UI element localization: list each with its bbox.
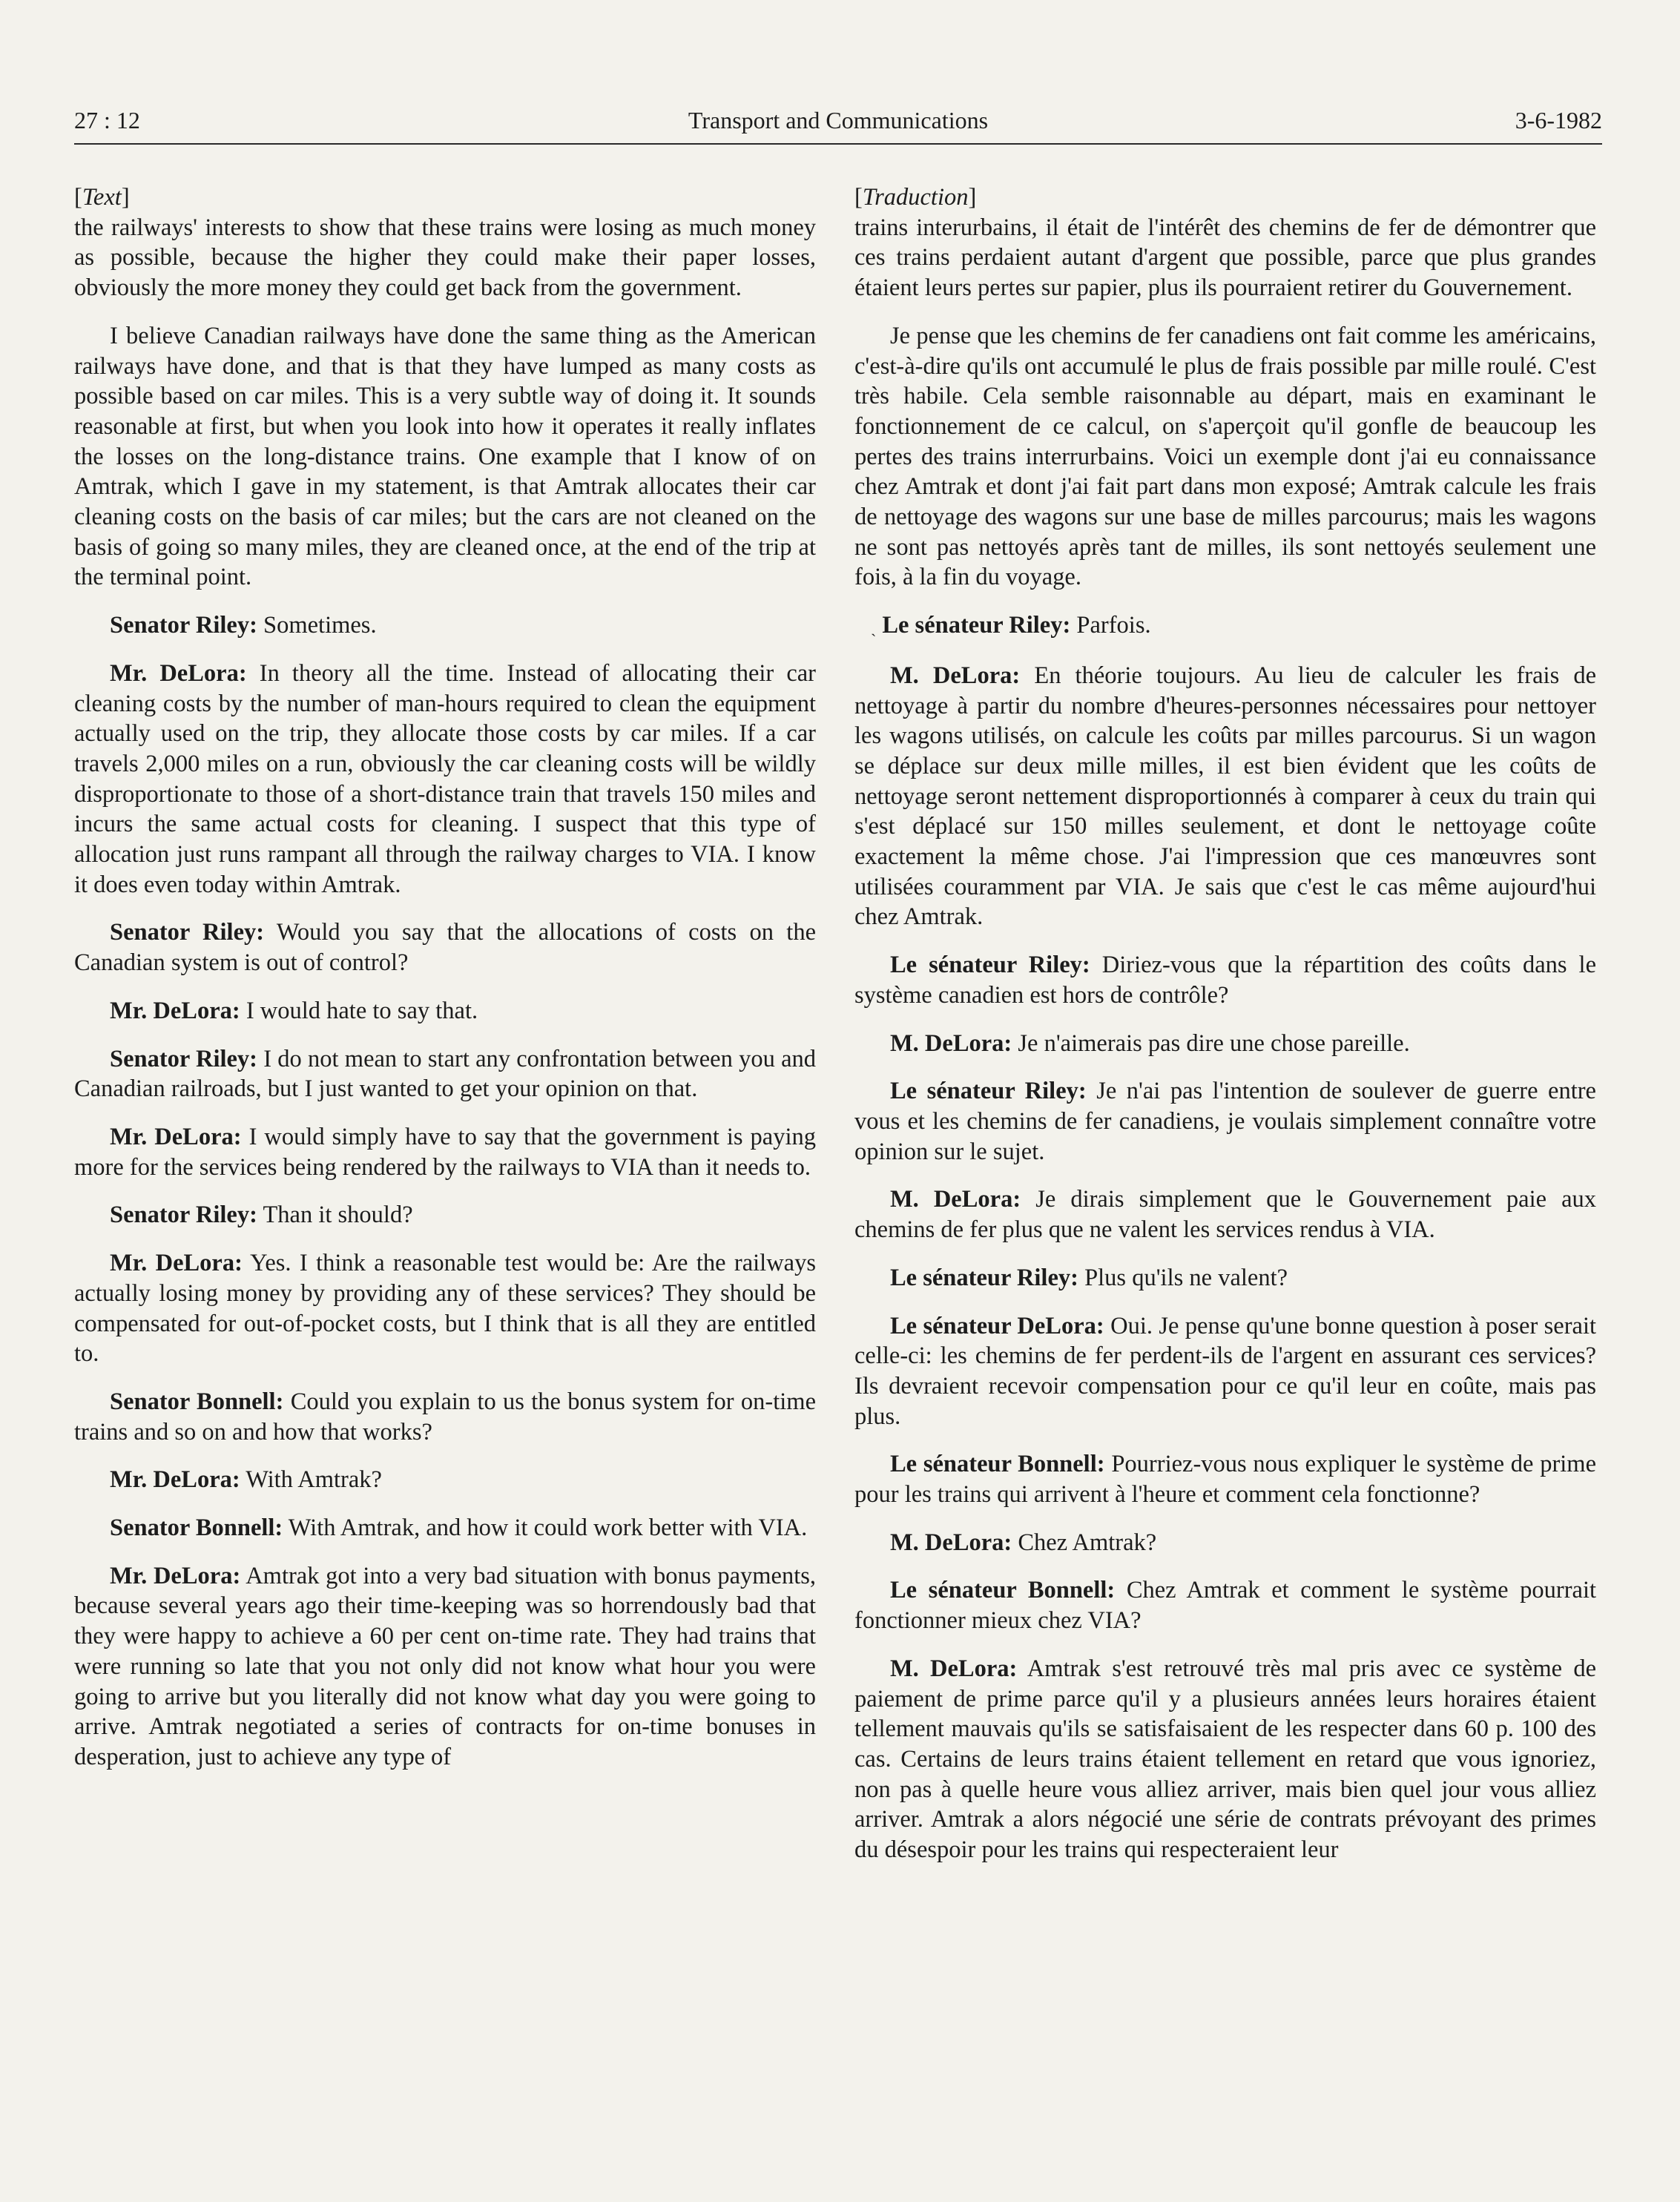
paragraph-text: I would hate to say that.	[246, 997, 478, 1024]
paragraph-text: I would simply have to say that the government is paying more for the services being rendered by the railways to VIA than it needs to.	[74, 1123, 816, 1181]
paragraph-text: Je dirais simplement que le Gouvernement paie aux chemins de fer plus que ne valent les services rendus à VIA.	[854, 1186, 1596, 1244]
speaker-paragraph	[74, 917, 816, 978]
speaker-name: Le sénateur Riley:	[890, 952, 1090, 979]
paragraph-text: Chez Amtrak et comment le système pourrait fonctionner mieux chez VIA?	[854, 1577, 1597, 1635]
speaker-paragraph	[854, 1263, 1596, 1293]
paragraph-text: With Amtrak?	[246, 1466, 382, 1494]
page-number: 27 : 12	[74, 107, 140, 133]
paragraph-text: In theory all the time. Instead of allocating their car cleaning costs by the number of man-hours required to clean the equipment actually used on the trip, they allocate those costs by car miles. If a car travels 2,000 miles on a run, obviously the car cleaning costs will be wildly disproportionate to those of a short-distance train that travels 150 miles and incurs the same actual costs for cleaning. I suspect that this type of allocation just runs rampant all through the railway charges to VIA. I know it does even today within Amtrak.	[74, 659, 817, 898]
continued-paragraph: trains interurbains, il était de l'intérêt des chemins de fer de démontrer que ces trains perdaient autant d'argent que possible, parce que plus grandes étaient leurs pertes sur papier, plus ils pourraient retirer du Gouvernement.	[854, 214, 1596, 302]
paragraph-text: Would you say that the allocations of costs on the Canadian system is out of control?	[74, 919, 817, 977]
speaker-name: Senator Bonnell:	[110, 1514, 283, 1542]
speaker-paragraph	[854, 1528, 1596, 1558]
speaker-paragraph	[854, 1654, 1596, 1865]
paragraph-text: En théorie toujours. Au lieu de calculer les frais de nettoyage à partir du nombre d'heures-personnes nécessaires pour nettoyer les wagons utilisés, on calcule les coûts par milles parcourus. Si un wagon se déplace sur deux mille milles, il est bien évident que les coûts de nettoyage seront nettement disproportionnés à comparer à ceux du train qui s'est déplacé sur 150 milles seulement, et dont le nettoyage coûte exactement la même chose. J'ai l'impression que ces manœuvres sont utilisées couramment par VIA. Je sais que c'est le cas même aujourd'hui chez Amtrak.	[854, 662, 1596, 931]
speaker-name: Le sénateur Riley:	[890, 1264, 1078, 1291]
speaker-name: Mr. DeLora:	[110, 1466, 240, 1494]
paragraph-text: Je pense que les chemins de fer canadiens ont fait comme les américains, c'est-à-dire qu'ils ont accumulé le plus de frais possible par mille roulé. C'est très habile. Cela semble raisonnable au départ, mais en examinant le fonctionnement de ce calcul, on s'aperçoit qu'il gonfle de beaucoup les pertes des trains interrurbains. Voici un exemple dont j'ai eu connaissance chez Amtrak et dont j'ai fait part dans mon exposé; Amtrak calcule les frais de nettoyage des wagons sur une base de milles parcourus; mais les wagons ne sont pas nettoyés après tant de milles, ils sont nettoyés seulement une fois, à la fin du voyage.	[854, 322, 1596, 591]
speaker-name: M. DeLora:	[890, 662, 1021, 689]
speaker-name: Le sénateur DeLora:	[890, 1312, 1104, 1339]
speaker-paragraph	[854, 1076, 1596, 1167]
paragraph-text: With Amtrak, and how it could work better with VIA.	[288, 1514, 808, 1542]
paragraph-text: Oui. Je pense qu'une bonne question à poser serait celle-ci: les chemins de fer perdent-ils de l'argent en assurant ces services? Ils devraient recevoir compensation pour ce qu'il leur en coûte, mais pas plus.	[854, 1312, 1597, 1430]
paragraph-text: Je n'ai pas l'intention de soulever de guerre entre vous et les chemins de fer canadiens, je voulais simplement connaître votre opinion sur le sujet.	[854, 1078, 1596, 1165]
speaker-name: M. DeLora:	[890, 1186, 1021, 1213]
paragraph	[854, 321, 1596, 593]
paragraph-text: Amtrak s'est retrouvé très mal pris avec ce système de paiement de prime parce qu'il y a plusieurs années leurs horaires étaient tellement mauvais qu'ils se satisfaisaient de les respecter dans 60 p. 100 des cas. Certains de leurs trains étaient tellement en retard que vous ignoriez, non pas à quelle heure vous alliez arriver, mais bien quel jour vous alliez arriver. Amtrak a alors négocié une série de contrats prévoyant des primes du désespoir pour les trains qui respecteraient leur	[854, 1655, 1596, 1864]
speaker-name: M. DeLora:	[890, 1529, 1012, 1556]
speaker-name: Mr. DeLora:	[110, 1250, 243, 1277]
header-rule	[74, 143, 1602, 145]
speaker-paragraph	[74, 1122, 816, 1182]
speaker-paragraph	[854, 1449, 1596, 1509]
speaker-name: Le sénateur Riley:	[882, 612, 1071, 639]
speaker-name: Le sénateur Bonnell:	[890, 1451, 1105, 1478]
column-tag: [Traduction]	[854, 184, 977, 211]
speaker-name: Mr. DeLora:	[110, 1562, 241, 1589]
speaker-name: Senator Riley:	[110, 612, 257, 639]
running-title: Transport and Communications	[688, 107, 989, 133]
margin-mark-icon: ˎ	[871, 618, 877, 637]
speaker-name: Senator Riley:	[110, 1201, 257, 1229]
paragraph-text: Yes. I think a reasonable test would be: Are the railways actually losing money by providing any of these services? They should be compensated for out-of-pocket costs, but I think that is all they are entitled to.	[74, 1250, 817, 1368]
speaker-paragraph	[74, 1387, 816, 1447]
paragraph-text: Je n'aimerais pas dire une chose pareille.	[1018, 1029, 1410, 1057]
column-tag: [Text]	[74, 184, 130, 211]
paragraph	[74, 321, 816, 593]
speaker-name: Mr. DeLora:	[110, 1123, 242, 1150]
speaker-paragraph	[854, 1575, 1596, 1635]
speaker-paragraph	[74, 1044, 816, 1104]
speaker-paragraph	[74, 1465, 816, 1495]
speaker-name: M. DeLora:	[890, 1029, 1012, 1057]
speaker-name: Senator Riley:	[110, 1045, 257, 1072]
speaker-name: Le sénateur Riley:	[890, 1078, 1087, 1105]
paragraph-text: Could you explain to us the bonus system for on-time trains and so on and how that works?	[74, 1388, 816, 1446]
speaker-paragraph	[74, 1513, 816, 1543]
speaker-name: Le sénateur Bonnell:	[890, 1577, 1116, 1604]
speaker-name: Mr. DeLora:	[110, 997, 240, 1024]
speaker-paragraph	[74, 1200, 816, 1230]
speaker-paragraph	[74, 1248, 816, 1369]
speaker-name: Senator Riley:	[110, 919, 265, 946]
paragraph-text: Sometimes.	[263, 612, 377, 639]
page-header	[74, 107, 1602, 144]
speaker-paragraph	[854, 1184, 1596, 1245]
paragraph-text: Pourriez-vous nous expliquer le système de prime pour les trains qui arrivent à l'heure et comment cela fonctionne?	[854, 1451, 1597, 1509]
speaker-paragraph	[854, 1029, 1596, 1059]
speaker-paragraph	[74, 996, 816, 1026]
speaker-paragraph	[854, 1311, 1596, 1432]
speaker-name: Mr. DeLora:	[110, 659, 247, 687]
paragraph-text: Chez Amtrak?	[1018, 1529, 1157, 1556]
paragraph-text: Parfois.	[1076, 612, 1151, 639]
paragraph-text: I believe Canadian railways have done the same thing as the American railways have done, and that is that they have lumped as many costs as possible based on car miles. This is a very subtle way of doing it. It sounds reasonable at first, but when you look into how it operates it really inflates the losses on the long-distance trains. One example that I know of on Amtrak, which I gave in my statement, is that Amtrak allocates their car cleaning costs on the basis of car miles; but the cars are not cleaned on the basis of going so many miles, they are cleaned once, at the end of the trip at the terminal point.	[74, 322, 816, 591]
paragraph-list	[74, 321, 816, 1773]
speaker-paragraph	[854, 610, 1596, 643]
paragraph-text: Diriez-vous que la répartition des coûts dans le système canadien est hors de contrôle?	[854, 952, 1597, 1009]
speaker-paragraph	[854, 661, 1596, 932]
speaker-paragraph	[74, 659, 816, 900]
speaker-paragraph	[74, 1561, 816, 1773]
speaker-name: M. DeLora:	[890, 1655, 1018, 1682]
paragraph-list	[854, 321, 1596, 1865]
english-column	[74, 182, 816, 1790]
page-date: 3-6-1982	[1515, 107, 1602, 133]
speaker-paragraph	[854, 950, 1596, 1010]
speaker-paragraph	[74, 610, 816, 641]
paragraph-text: Than it should?	[263, 1201, 413, 1229]
paragraph-text: Plus qu'ils ne valent?	[1084, 1264, 1288, 1291]
paragraph-text: Amtrak got into a very bad situation with bonus payments, because several years ago their time-keeping was so horrendously bad that they were happy to achieve a 60 per cent on-time rate. They had trains that were running so late that you not only did not know what hour you were going to arrive but you literally did not know what day you were going to arrive. Amtrak negotiated a series of contracts for on-time bonuses in desperation, just to achieve any type of	[74, 1562, 817, 1770]
continued-paragraph: the railways' interests to show that these trains were losing as much money as possible, because the higher they could make their paper losses, obviously the more money they could get back from the government.	[74, 214, 816, 302]
speaker-name: Senator Bonnell:	[110, 1388, 284, 1415]
paragraph-text: I do not mean to start any confrontation between you and Canadian railroads, but I just wanted to get your opinion on that.	[74, 1045, 816, 1103]
french-column	[854, 182, 1596, 1883]
